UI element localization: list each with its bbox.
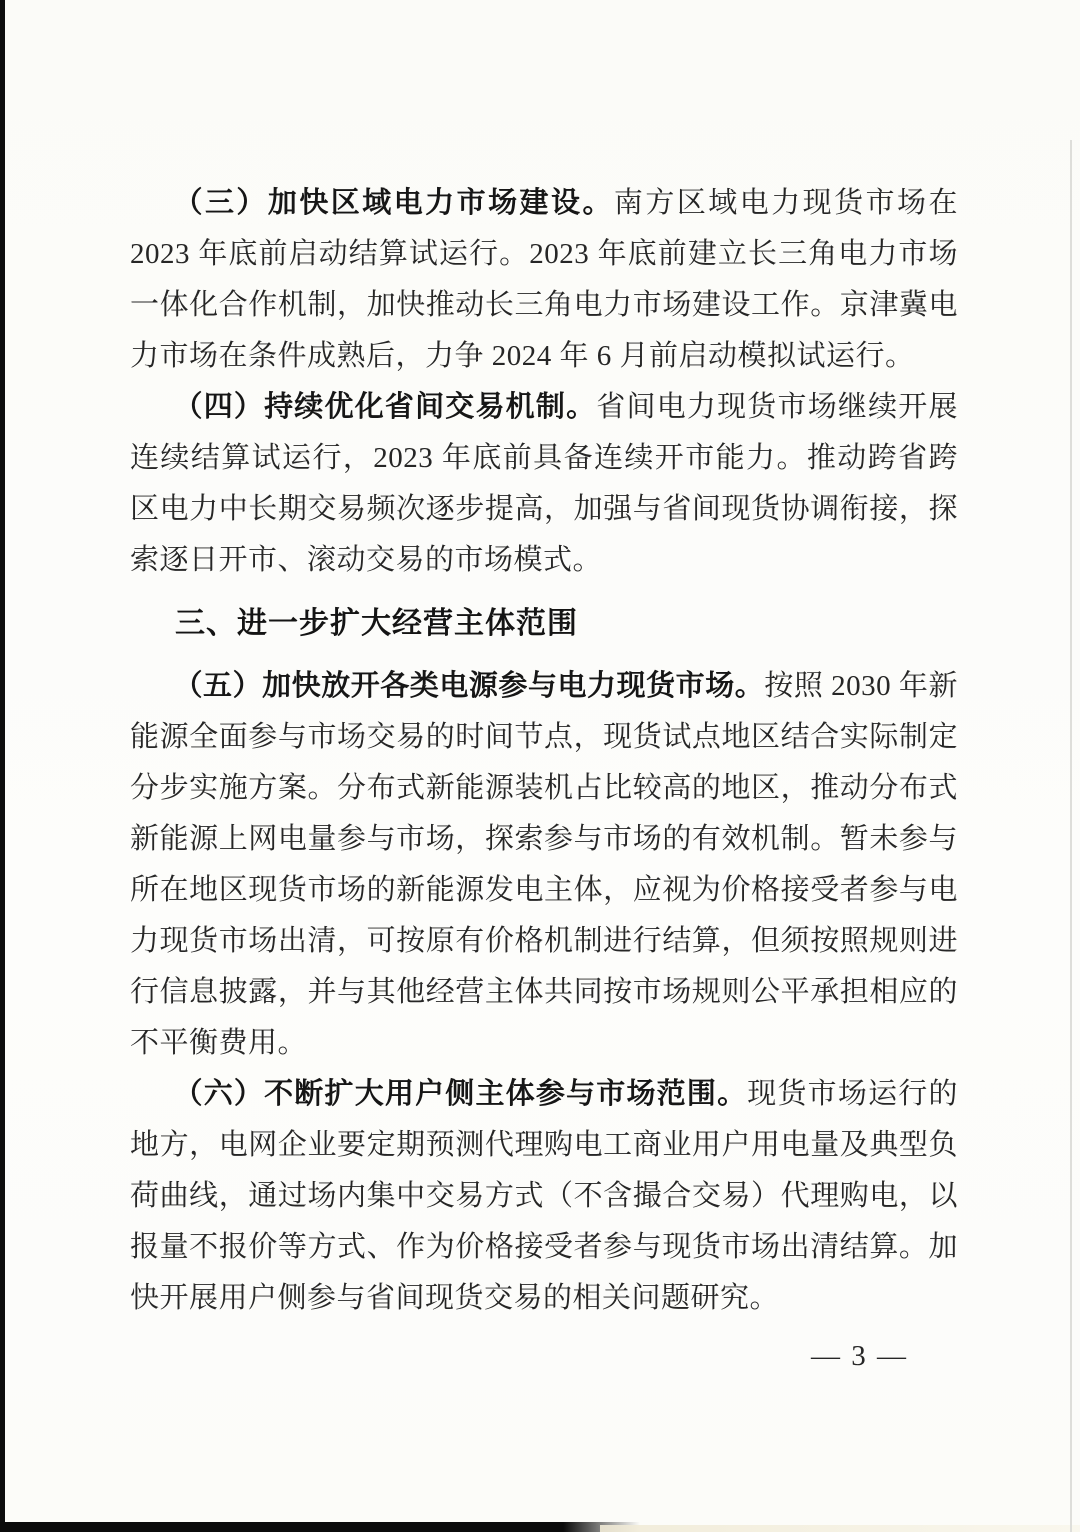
paragraph-item-4	[130, 382, 958, 586]
paragraph-item-5	[130, 661, 958, 1069]
section-heading: 三、进一步扩大经营主体范围	[175, 607, 578, 640]
paragraph-item-6	[130, 1069, 958, 1324]
paragraph-item-3	[130, 178, 958, 382]
paragraph-item-5-body: 按照 2030 年新能源全面参与市场交易的时间节点，现货试点地区结合实际制定分步实施方案。分布式新能源装机占比较高的地区，推动分布式新能源上网电量参与市场，探索参与市场的有效机制。暂未参与所在地区现货市场的新能源发电主体，应视为价格接受者参与电力现货市场出清，可按原有价格机制进行结算，但须按照规则进行信息披露，并与其他经营主体共同按市场规则公平承担相应的不平衡费用。	[130, 670, 958, 1059]
paragraph-item-4-body: 省间电力现货市场继续开展连续结算试运行，2023 年底前具备连续开市能力。推动跨省跨区电力中长期交易频次逐步提高，加强与省间现货协调衔接，探索逐日开市、滚动交易的市场模式。	[130, 391, 958, 576]
paragraph-item-4-lead: （四）持续优化省间交易机制。	[173, 391, 597, 423]
document-content	[130, 178, 958, 1373]
scan-edge-right	[1070, 140, 1072, 1532]
scan-edge-left	[0, 0, 5, 1532]
page-number: — 3 —	[811, 1340, 908, 1372]
paragraph-item-3-lead: （三）加快区域电力市场建设。	[173, 187, 614, 219]
paragraph-item-5-lead: （五）加快放开各类电源参与电力现货市场。	[173, 670, 765, 702]
paragraph-item-3-body: 南方区域电力现货市场在 2023 年底前启动结算试运行。2023 年底前建立长三角电力市场一体化合作机制，加快推动长三角电力市场建设工作。京津冀电力市场在条件成熟后，力争 2024 年 6 月前启动模拟试运行。	[130, 187, 958, 372]
paragraph-item-6-lead: （六）不断扩大用户侧主体参与市场范围。	[173, 1078, 748, 1110]
scan-strip-bottom-right	[600, 1525, 1080, 1532]
paragraph-item-6-body: 现货市场运行的地方，电网企业要定期预测代理购电工商业用户用电量及典型负荷曲线，通过场内集中交易方式（不含撮合交易）代理购电，以报量不报价等方式、作为价格接受者参与现货市场出清结算。加快开展用户侧参与省间现货交易的相关问题研究。	[130, 1078, 958, 1314]
scan-edge-bottom	[0, 1522, 640, 1532]
